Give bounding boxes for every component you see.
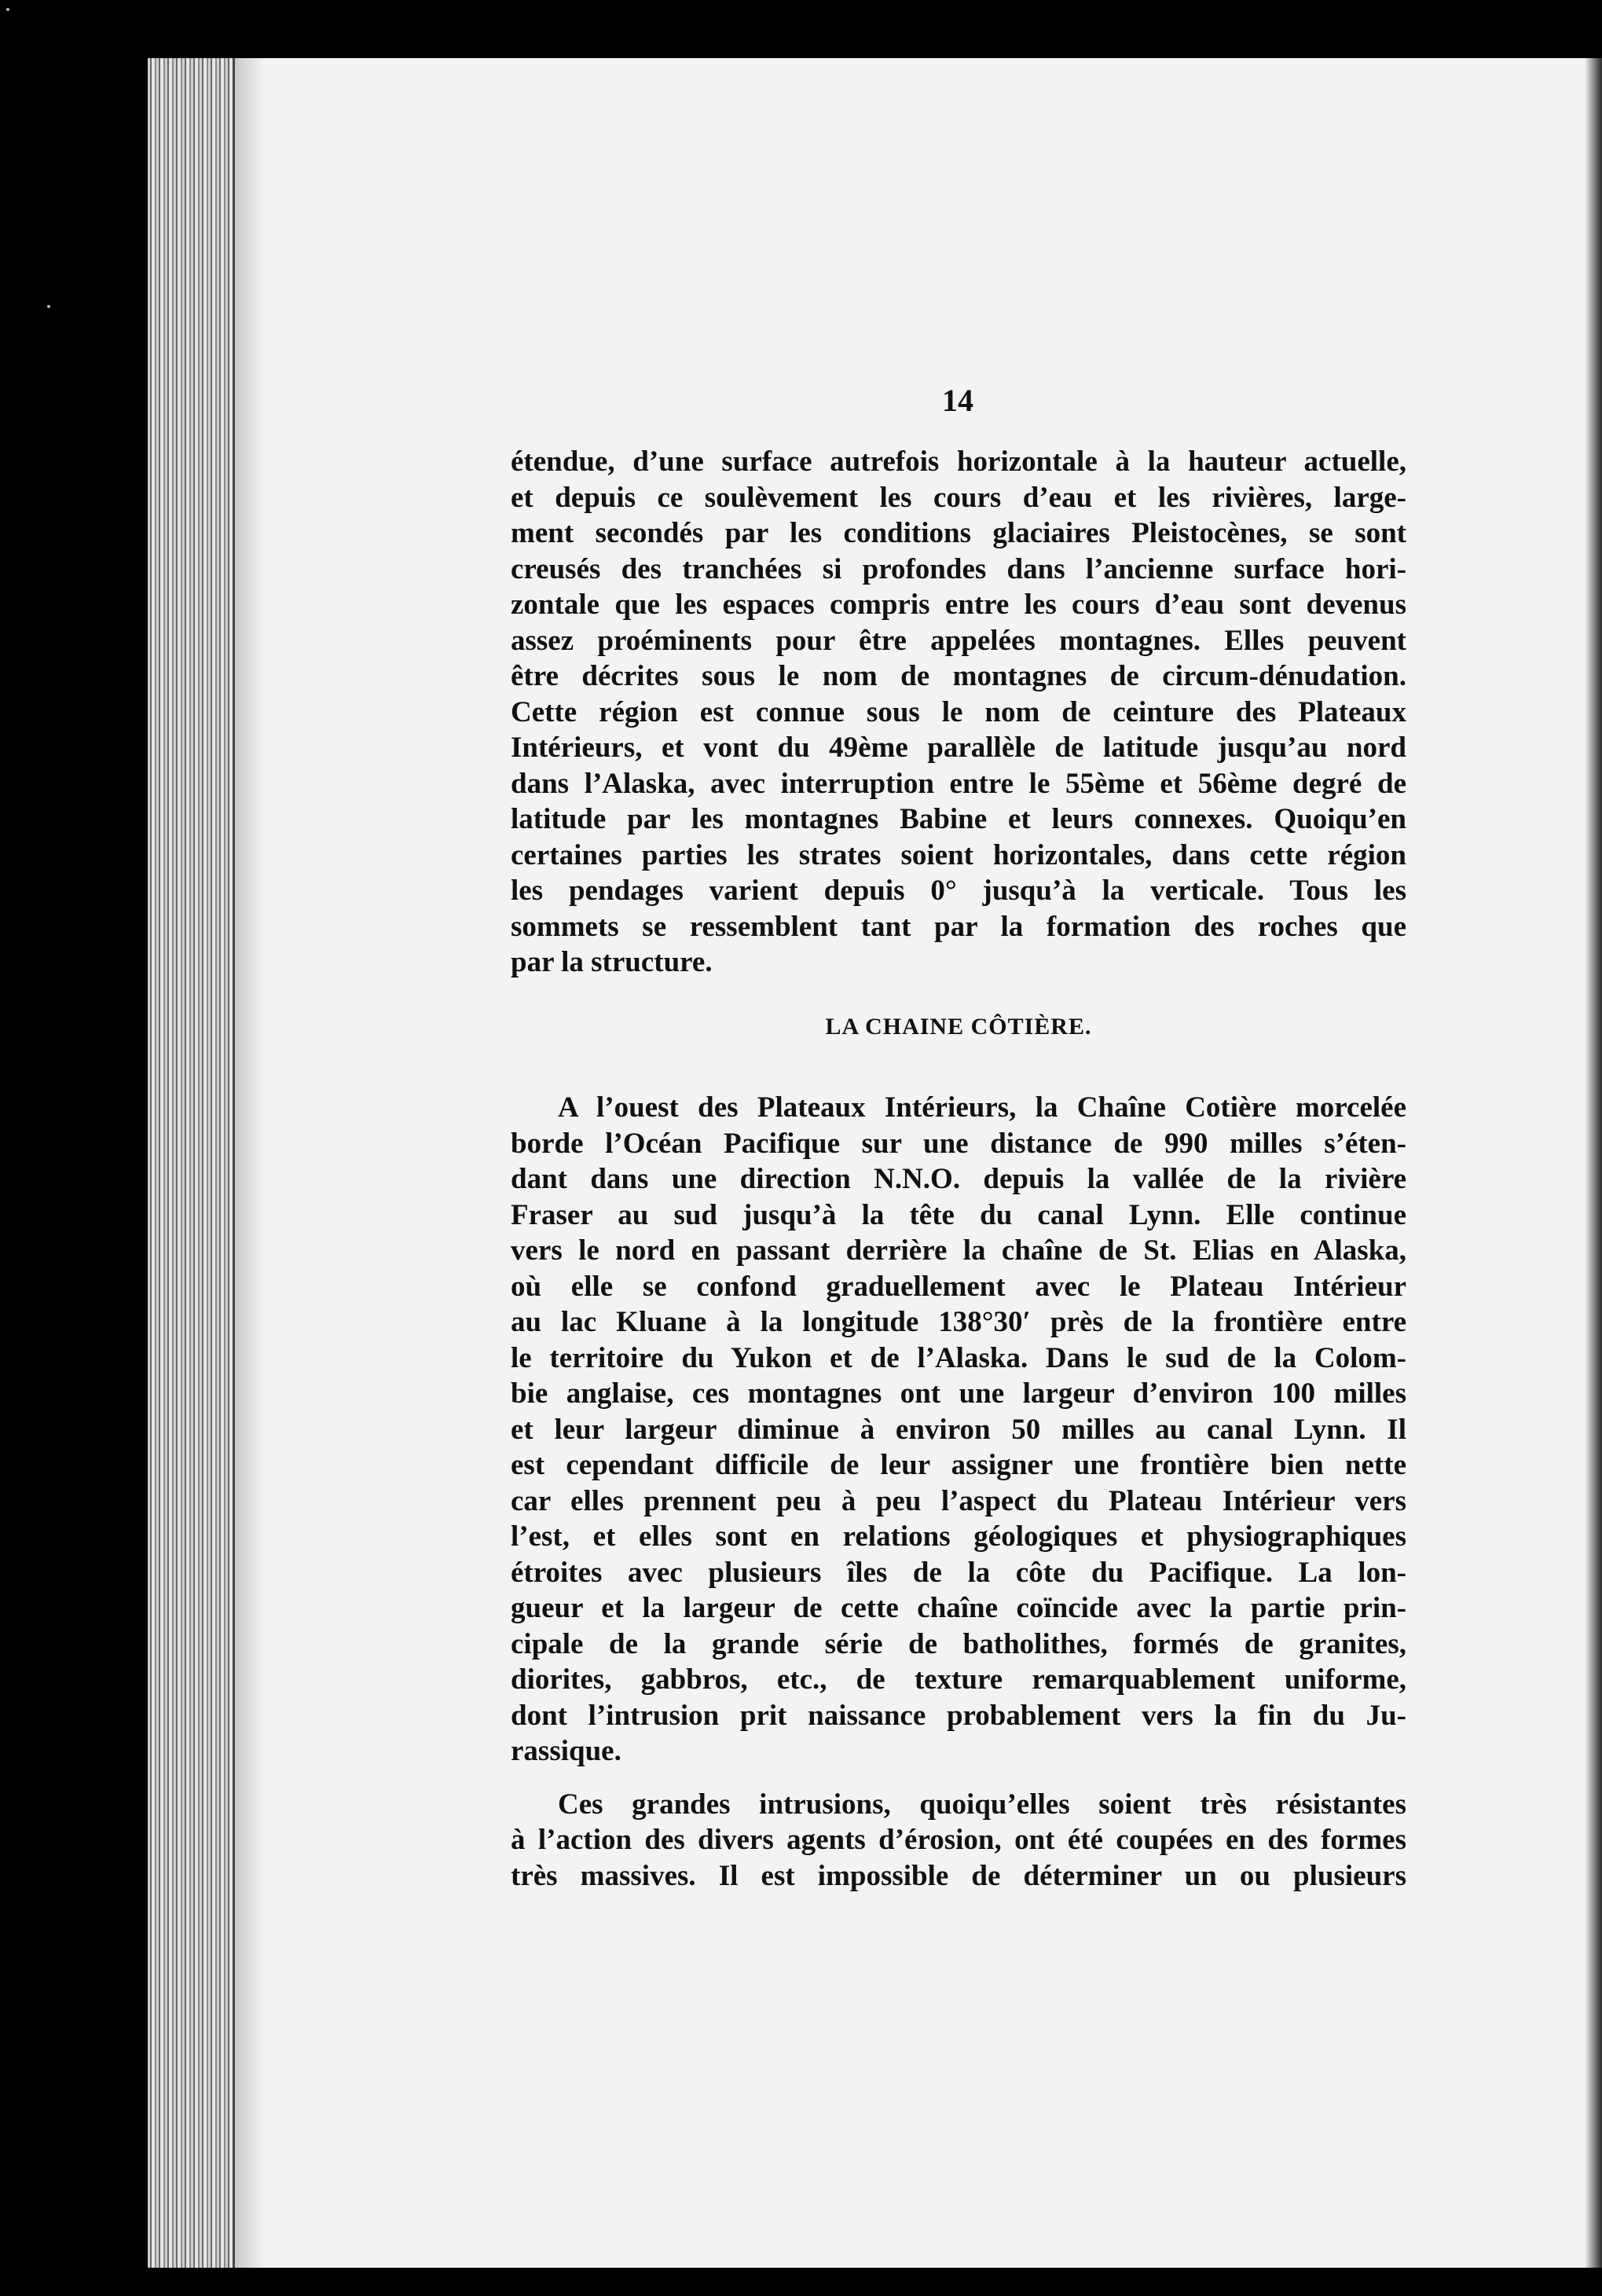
text-line: ment secondés par les conditions glaciaires Pleistocènes, se sont xyxy=(511,517,1406,549)
text-line: être décrites sous le nom de montagnes de circum-dénudation. xyxy=(511,660,1406,692)
text-line: car elles prennent peu à peu l’aspect du Plateau Intérieur vers xyxy=(511,1484,1406,1517)
film-speck xyxy=(6,8,9,11)
text-line: rassique. xyxy=(511,1735,621,1767)
text-line: dont l’intrusion prit naissance probablement vers la fin du Ju- xyxy=(511,1699,1406,1732)
book-page-edges xyxy=(148,58,235,2268)
text-line: est cependant difficile de leur assigner une frontière bien nette xyxy=(511,1449,1406,1481)
text-line: et leur largeur diminue à environ 50 milles au canal Lynn. Il xyxy=(511,1413,1406,1446)
text-line: où elle se confond graduellement avec le Plateau Intérieur xyxy=(511,1270,1406,1303)
text-line: assez proéminents pour être appelées montagnes. Elles peuvent xyxy=(511,624,1406,657)
text-line: dans l’Alaska, avec interruption entre le 55ème et 56ème degré de xyxy=(511,767,1406,800)
text-line: à l’action des divers agents d’érosion, ont été coupées en des formes xyxy=(511,1824,1406,1856)
text-line: dant dans une direction N.N.O. depuis la vallée de la rivière xyxy=(511,1163,1406,1195)
text-line: vers le nord en passant derrière la chaîne de St. Elias en Alaska, xyxy=(511,1234,1406,1267)
body-text xyxy=(511,444,1406,1894)
gutter-shadow xyxy=(233,58,264,2268)
text-line: diorites, gabbros, etc., de texture remarquablement uniforme, xyxy=(511,1663,1406,1696)
text-line: Intérieurs, et vont du 49ème parallèle de latitude jusqu’au nord xyxy=(511,732,1406,764)
text-line: A l’ouest des Plateaux Intérieurs, la Chaîne Cotière morcelée xyxy=(558,1091,1406,1124)
text-line: zontale que les espaces compris entre les cours d’eau sont devenus xyxy=(511,589,1406,621)
text-line: étendue, d’une surface autrefois horizontale à la hauteur actuelle, xyxy=(511,446,1406,478)
paragraph-1 xyxy=(511,444,1406,981)
text-line: cipale de la grande série de batholithes, formés de granites, xyxy=(511,1627,1406,1660)
text-line: très massives. Il est impossible de déterminer un ou plusieurs xyxy=(511,1859,1406,1892)
text-line: bie anglaise, ces montagnes ont une largeur d’environ 100 milles xyxy=(511,1377,1406,1410)
text-line: et depuis ce soulèvement les cours d’eau et les rivières, large- xyxy=(511,481,1406,514)
text-line: l’est, et elles sont en relations géologiques et physiographiques xyxy=(511,1520,1406,1553)
text-line: latitude par les montagnes Babine et leurs connexes. Quoiqu’en xyxy=(511,803,1406,835)
text-line: Cette région est connue sous le nom de ceinture des Plateaux xyxy=(511,695,1406,728)
text-line: Ces grandes intrusions, quoiqu’elles soient très résistantes xyxy=(558,1788,1406,1821)
text-line: creusés des tranchées si profondes dans l’ancienne surface hori- xyxy=(511,552,1406,585)
paragraph-2 xyxy=(511,1090,1406,1770)
film-speck xyxy=(47,305,50,308)
text-line: étroites avec plusieurs îles de la côte du Pacifique. La lon- xyxy=(511,1556,1406,1589)
page-number: 14 xyxy=(942,383,973,418)
text-line: borde l’Océan Pacifique sur une distance de 990 milles s’éten- xyxy=(511,1127,1406,1160)
text-line: certaines parties les strates soient horizontales, dans cette région xyxy=(511,838,1406,871)
text-line: le territoire du Yukon et de l’Alaska. Dans le sud de la Colom- xyxy=(511,1341,1406,1374)
paragraph-3 xyxy=(511,1787,1406,1894)
text-line: sommets se ressemblent tant par la formation des roches que xyxy=(511,910,1406,943)
text-line: par la structure. xyxy=(511,946,713,978)
text-line: les pendages varient depuis 0° jusqu’à la verticale. Tous les xyxy=(511,875,1406,907)
page-right-edge xyxy=(1585,58,1602,2268)
text-line: gueur et la largeur de cette chaîne coïncide avec la partie prin- xyxy=(511,1592,1406,1624)
section-heading: LA CHAINE CÔTIÈRE. xyxy=(825,1013,1092,1040)
text-line: au lac Kluane à la longitude 138°30′ près de la frontière entre xyxy=(511,1306,1406,1338)
text-line: Fraser au sud jusqu’à la tête du canal Lynn. Elle continue xyxy=(511,1198,1406,1231)
